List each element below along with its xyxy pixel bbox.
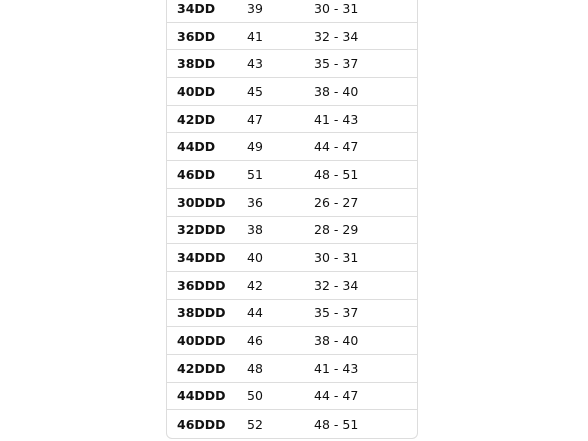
table-row [167, 0, 417, 23]
band-cell: 32 - 34 [314, 28, 359, 44]
bust-cell: 45 [247, 83, 263, 99]
size-cell: 40DDD [177, 333, 226, 349]
band-cell: 41 - 43 [314, 360, 359, 376]
band-cell: 30 - 31 [314, 250, 359, 266]
bust-cell: 50 [247, 388, 263, 404]
table-row [167, 217, 417, 245]
table-row [167, 106, 417, 134]
band-cell: 30 - 31 [314, 0, 359, 16]
bust-cell: 48 [247, 360, 263, 376]
band-cell: 38 - 40 [314, 333, 359, 349]
size-chart-table [166, 0, 418, 439]
size-cell: 40DD [177, 83, 216, 99]
table-row [167, 355, 417, 383]
bust-cell: 44 [247, 305, 263, 321]
size-cell: 44DD [177, 139, 216, 155]
size-cell: 38DD [177, 56, 216, 72]
size-cell: 42DD [177, 111, 216, 127]
size-cell: 36DDD [177, 277, 226, 293]
bust-cell: 47 [247, 111, 263, 127]
bust-cell: 43 [247, 56, 263, 72]
band-cell: 28 - 29 [314, 222, 359, 238]
size-cell: 32DDD [177, 222, 226, 238]
bust-cell: 46 [247, 333, 263, 349]
bust-cell: 42 [247, 277, 263, 293]
table-row [167, 189, 417, 217]
band-cell: 41 - 43 [314, 111, 359, 127]
size-cell: 30DDD [177, 194, 226, 210]
size-cell: 36DD [177, 28, 216, 44]
band-cell: 38 - 40 [314, 83, 359, 99]
bust-cell: 38 [247, 222, 263, 238]
size-cell: 44DDD [177, 388, 226, 404]
table-row [167, 78, 417, 106]
table-row [167, 383, 417, 411]
table-row [167, 161, 417, 189]
table-row [167, 272, 417, 300]
table-row [167, 327, 417, 355]
band-cell: 44 - 47 [314, 388, 359, 404]
bust-cell: 41 [247, 28, 263, 44]
size-cell: 34DDD [177, 250, 226, 266]
band-cell: 35 - 37 [314, 56, 359, 72]
table-row [167, 300, 417, 328]
table-row [167, 23, 417, 51]
bust-cell: 36 [247, 194, 263, 210]
bust-cell: 52 [247, 416, 263, 432]
size-cell: 38DDD [177, 305, 226, 321]
size-cell: 34DD [177, 0, 216, 16]
table-row [167, 133, 417, 161]
size-cell: 46DD [177, 166, 216, 182]
bust-cell: 39 [247, 0, 263, 16]
table-row [167, 410, 417, 438]
band-cell: 26 - 27 [314, 194, 359, 210]
table-row [167, 50, 417, 78]
band-cell: 35 - 37 [314, 305, 359, 321]
band-cell: 44 - 47 [314, 139, 359, 155]
band-cell: 32 - 34 [314, 277, 359, 293]
band-cell: 48 - 51 [314, 166, 359, 182]
table-row [167, 244, 417, 272]
band-cell: 48 - 51 [314, 416, 359, 432]
bust-cell: 49 [247, 139, 263, 155]
bust-cell: 40 [247, 250, 263, 266]
bust-cell: 51 [247, 166, 263, 182]
size-cell: 46DDD [177, 416, 226, 432]
size-cell: 42DDD [177, 360, 226, 376]
